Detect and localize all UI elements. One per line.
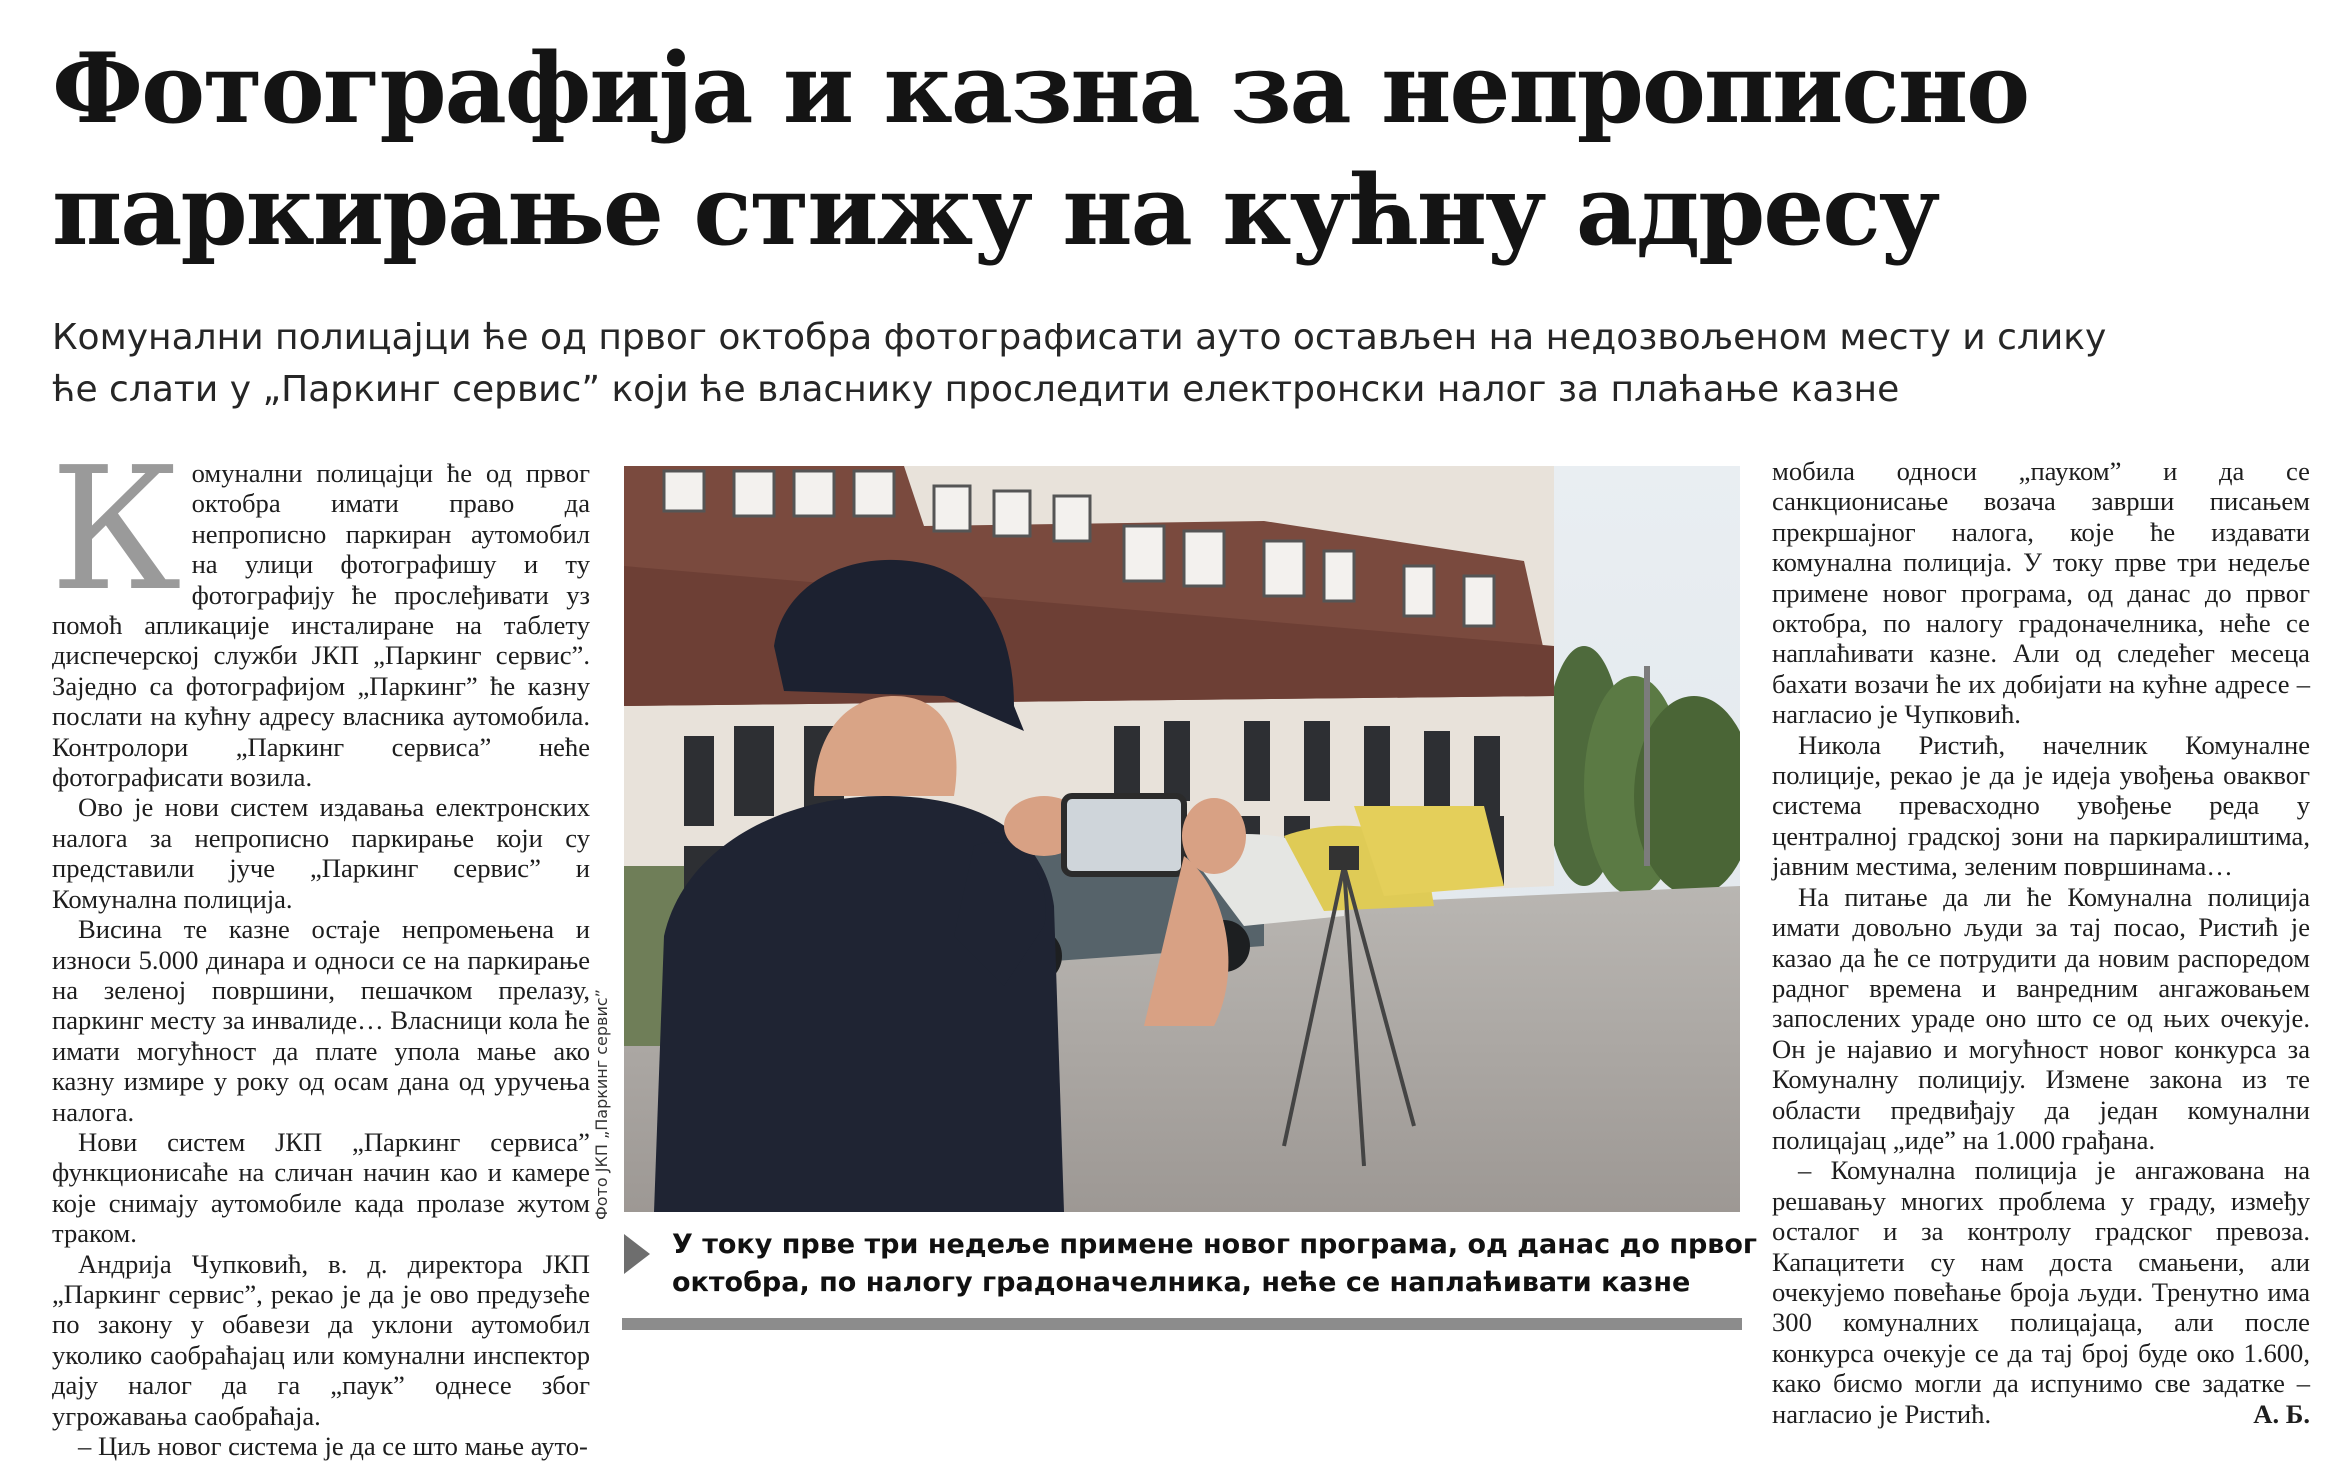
photo-credit: Фото ЈКП „Паркинг сервис” [592, 989, 611, 1220]
paragraph: Ово је нови систем издавања електронских налога за непрописно паркирање који су представили јуче „Паркинг сервис” и Комунална полиција. [52, 792, 590, 914]
caption-arrow-icon [624, 1234, 650, 1274]
subheadline [52, 312, 2312, 416]
paragraph: На питање да ли ће Комунална полиција имати довољно људи за тај посао, Ристић је казао да ће се потрудити да новим распоредом радног времена и ванредним ангажовањем запослених ураде оно што се од њих очекује. Он је најавио и могућност новог конкурса за Комуналну полицију. Измене закона из те области предвиђају да један комунални полицајац „иде” на 1.000 грађана. [1772, 881, 2310, 1155]
paragraph: Никола Ристић, начелник Комуналне полиције, рекао је да је идеја увођења оваквог система превасходно увођење реда у централној градској зони на паркиралиштима, јавним местима, зеленим површинама… [1772, 729, 2310, 882]
caption-line-1: У току прве три недеље примене новог програма, од данас до првог [672, 1229, 1758, 1260]
paragraph: – Комунална полиција је ангажована на решавању многих проблема у граду, између осталог и за контролу градског превоза. Капацитети су нам доста смањени, али очекујемо повећање броја људи. Тренутно има 300 комуналних полицајаца, али после конкурса очекује се да тај број буде око 1.600, како бисмо могли да испунимо све задатке – нагласио је Ристић. [1772, 1155, 2310, 1429]
author-byline: А. Б. [2253, 1398, 2310, 1429]
photo-caption [622, 1222, 1758, 1322]
photo-illustration [624, 466, 1740, 1212]
right-column [1772, 456, 2310, 1429]
headline [52, 28, 2252, 272]
paragraph: Висина те казне остаје непромењена и износи 5.000 динара и односи се на паркирање на зеленој површини, пешачком прелазу, паркинг месту за инвалиде… Власници кола ће имати могућност да плате упола мање ако казну измире у року од осам дана од уручења налога. [52, 914, 590, 1127]
paragraph: мобила односи „пауком” и да се санкционисање возача заврши писањем прекршајног налога, које ће издавати комунална полиција. У току прве три недеље примене новог програма, од данас до првог октобра, по налогу градоначелника, неће се наплаћивати казне. Али од следећег месеца бахати возачи ће их добијати на кућне адресе – нагласио је Чупковић. [1772, 456, 2310, 730]
article-photo [624, 466, 1740, 1212]
paragraph: Нови систем ЈКП „Паркинг сервиса” функционисаће на сличан начин као и камере које снимају аутомобиле када пролазе жутом траком. [52, 1126, 590, 1249]
caption-rule [622, 1318, 1742, 1330]
drop-cap: К [50, 431, 182, 629]
caption-line-2: октобра, по налогу градоначелника, неће се наплаћивати казне [672, 1267, 1691, 1298]
subheadline-line-2: ће слати у „Паркинг сервис” који ће власнику проследити електронски налог за плаћање казне [52, 369, 1900, 410]
headline-line-1: Фотографија и казна за непрописно [52, 32, 2029, 145]
paragraph: омунални полицајци ће од првог октобра имати право да непрописно паркиран аутомобил на улици фотографишу и ту фотографију ће прослеђивати уз помоћ апликације инсталиране на таблету диспечерској служби ЈКП „Паркинг сервис”. Заједно са фотографијом „Паркинг” ће казну послати на кућну адресу власника аутомобила. Контролори „Паркинг сервиса” неће фотографисати возила. [52, 458, 590, 793]
paragraph: – Циљ новог система је да се што мање ауто- [78, 1431, 588, 1461]
subheadline-line-1: Комунални полицајци ће од првог октобра фотографисати ауто остављен на недозвољеном месту и слику [52, 317, 2107, 358]
paragraph: Андрија Чупковић, в. д. директора ЈКП „Паркинг сервис”, рекао је да је ово предузеће по закону у обавези да уклони аутомобил уколико саобраћајац или комунални инспектор дају налог да га „паук” однесе због угрожавања саобраћаја. [52, 1248, 590, 1431]
headline-line-2: паркирање стижу на кућну адресу [52, 154, 1939, 267]
left-column [50, 431, 590, 1461]
